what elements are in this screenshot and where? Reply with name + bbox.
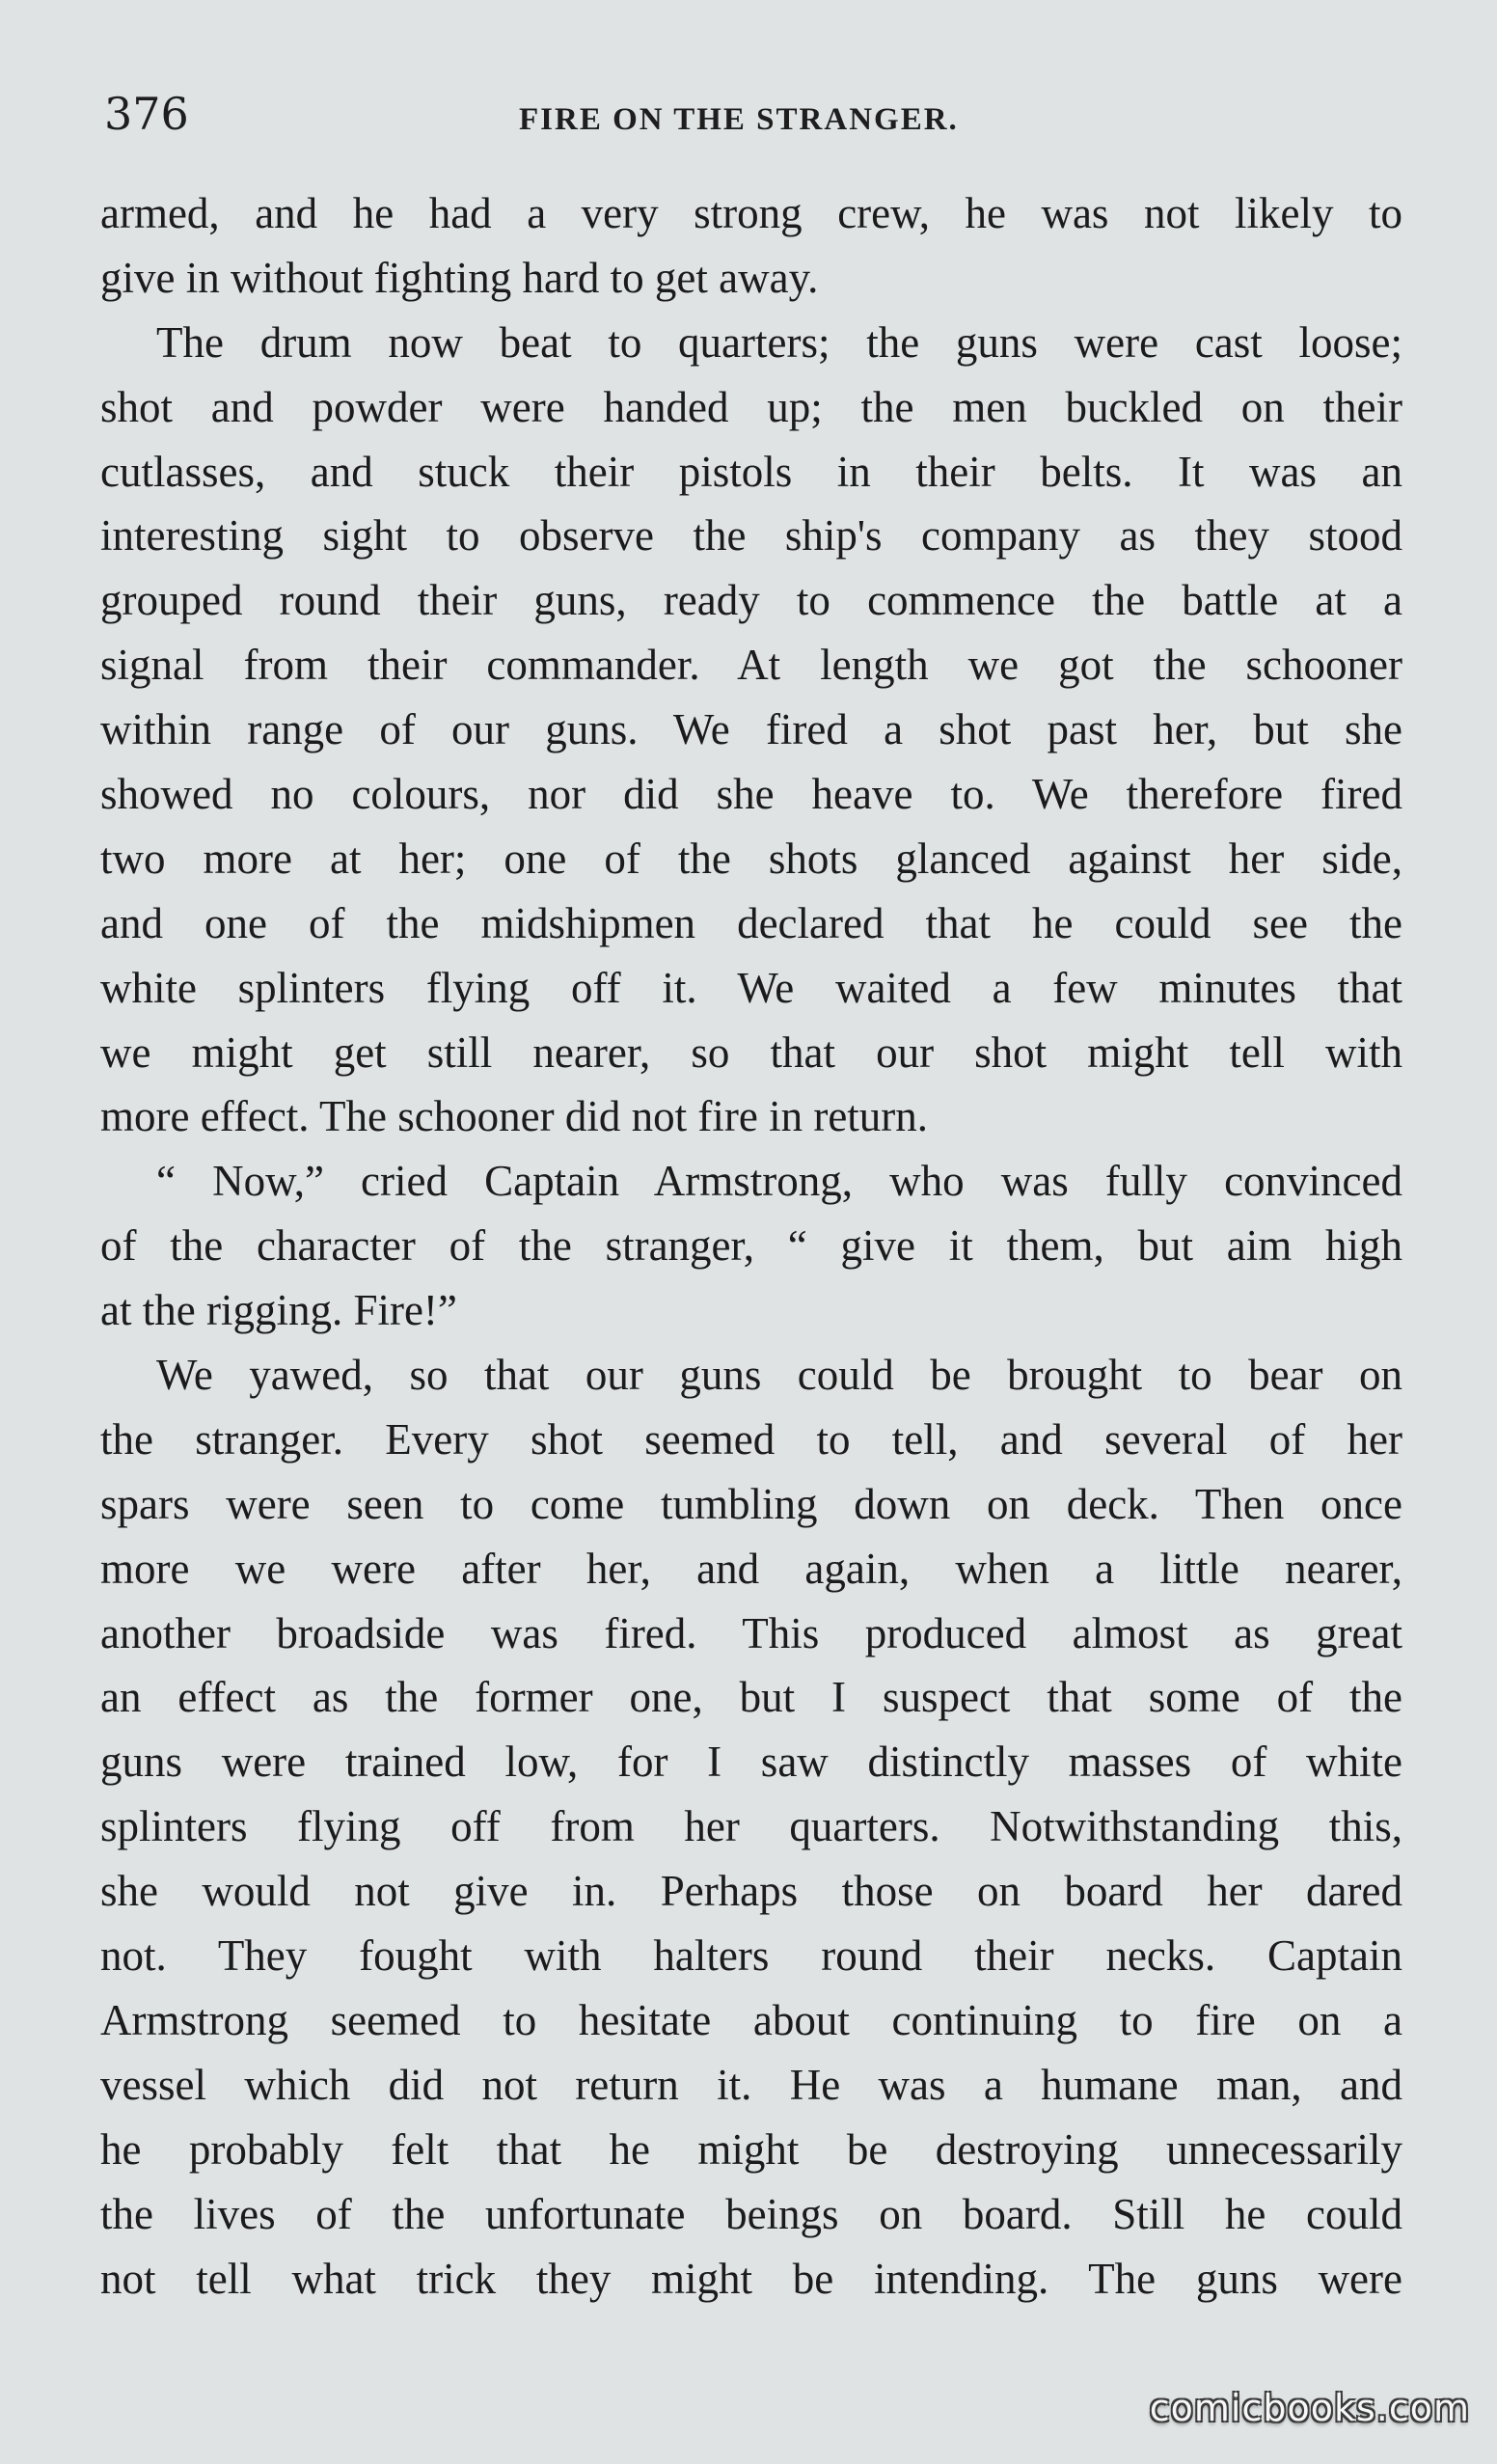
text-line: The drum now beat to quarters; the guns were cast loose; (156, 317, 1402, 367)
text-line: splinters flying off from her quarters. Notwithstanding this, (100, 1802, 1402, 1851)
text-line: an effect as the former one, but I suspect that some of the (100, 1673, 1402, 1722)
text-line: “ Now,” cried Captain Armstrong, who was fully convinced (156, 1157, 1402, 1206)
text-line: signal from their commander. At length we got the schooner (100, 641, 1402, 690)
text-line: two more at her; one of the shots glanced against her side, (100, 834, 1402, 883)
text-line: spars were seen to come tumbling down on deck. Then once (100, 1479, 1402, 1528)
text-line: We yawed, so that our guns could be brought to bear on (156, 1351, 1402, 1400)
text-line: cutlasses, and stuck their pistols in their belts. It was an (100, 447, 1402, 496)
body-text (100, 181, 1402, 2311)
text-line: showed no colours, nor did she heave to. We therefore fired (100, 770, 1402, 819)
text-line: more effect. The schooner did not fire in return. (100, 1092, 929, 1141)
text-line: shot and powder were handed up; the men buckled on their (100, 382, 1402, 431)
text-line: not tell what trick they might be intending. The guns were (100, 2254, 1402, 2303)
text-line: and one of the midshipmen declared that he could see the (100, 898, 1402, 947)
text-line: Armstrong seemed to hesitate about continuing to fire on a (100, 1995, 1402, 2044)
text-line: he probably felt that he might be destroying unnecessarily (100, 2124, 1402, 2174)
text-line: the stranger. Every shot seemed to tell, and several of her (100, 1414, 1402, 1464)
text-line: interesting sight to observe the ship's company as they stood (100, 511, 1402, 561)
text-line: armed, and he had a very strong crew, he was not likely to (100, 189, 1402, 237)
text-line: not. They fought with halters round their necks. Captain (100, 1931, 1402, 1981)
text-line: another broadside was fired. This produced almost as great (100, 1608, 1402, 1657)
text-line: we might get still nearer, so that our shot might tell with (100, 1027, 1402, 1077)
text-line: grouped round their guns, ready to commence the battle at a (100, 576, 1402, 625)
text-line: she would not give in. Perhaps those on board her dared (100, 1867, 1402, 1916)
watermark: comicbooks.com (1149, 2387, 1470, 2429)
text-line: within range of our guns. We fired a shot past her, but she (100, 705, 1402, 754)
page-header (104, 85, 1397, 152)
text-line: white splinters flying off it. We waited a few minutes that (100, 963, 1402, 1012)
text-line: the lives of the unfortunate beings on board. Still he could (100, 2189, 1402, 2238)
text-line: of the character of the stranger, “ give it them, but aim high (100, 1221, 1402, 1271)
text-line: guns were trained low, for I saw distinctly masses of white (100, 1738, 1402, 1787)
running-head: FIRE ON THE STRANGER. (519, 102, 959, 137)
page-number: 376 (104, 88, 189, 140)
text-line: give in without fighting hard to get away. (100, 253, 819, 302)
text-line: more we were after her, and again, when a little nearer, (100, 1544, 1402, 1593)
text-line: at the rigging. Fire!” (100, 1286, 457, 1335)
text-line: vessel which did not return it. He was a humane man, and (100, 2060, 1402, 2109)
